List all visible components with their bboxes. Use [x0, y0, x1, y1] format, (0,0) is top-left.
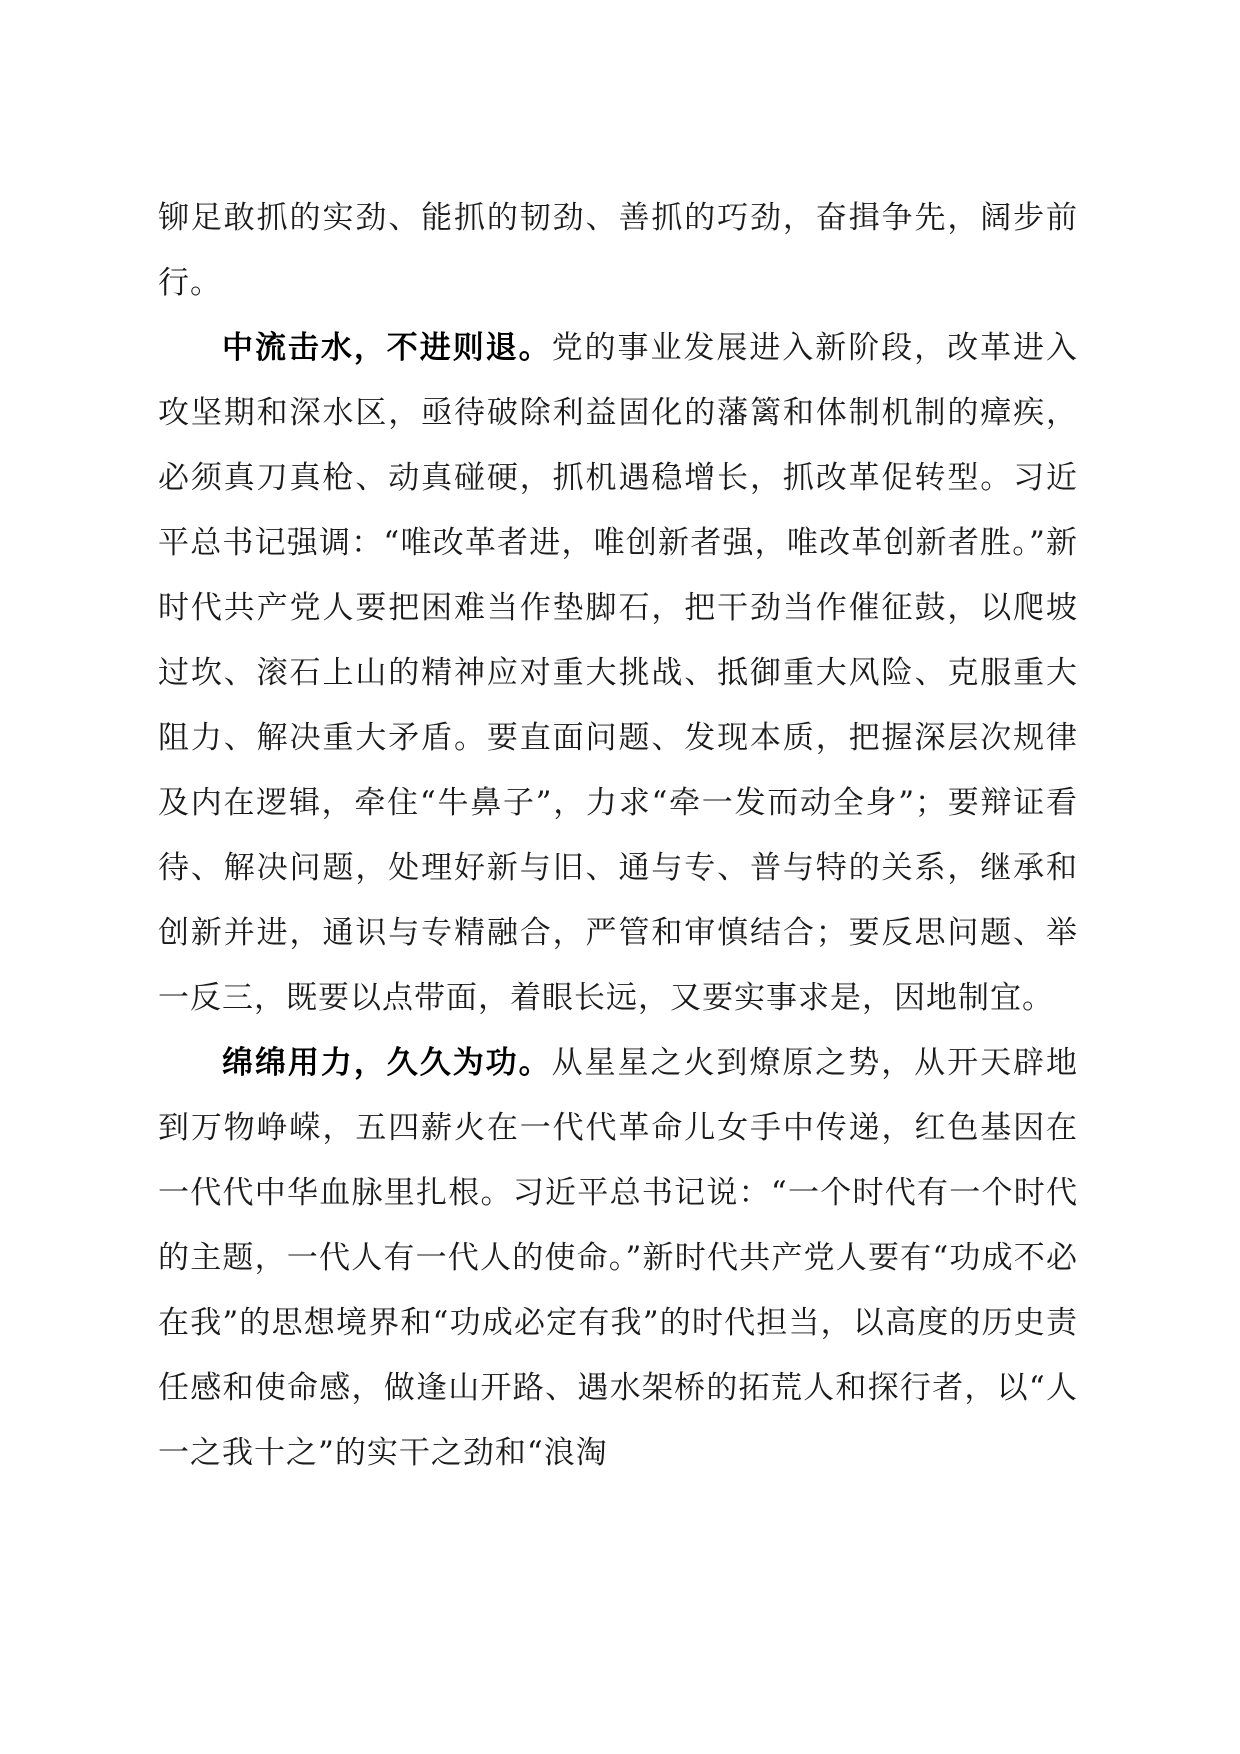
paragraph-text: 从星星之火到燎原之势，从开天辟地到万物峥嵘，五四薪火在一代代革命儿女手中传递，红色基因在一代代中华血脉里扎根。习近平总书记说：“一个时代有一个时代的主题，一代人有一代人的使命。”新时代共产党人要有“功成不必在我”的思想境界和“功成必定有我”的时代担当，以高度的历史责任感和使命感，做逢山开路、遇水架桥的拓荒人和探行者，以“人一之我十之”的实干之劲和“浪淘 — [158, 1045, 1079, 1471]
paragraph-text: 铆足敢抓的实劲、能抓的韧劲、善抓的巧劲，奋揖争先，阔步前行。 — [158, 200, 1078, 301]
paragraph-reform — [158, 316, 1078, 1031]
paragraph-continuation — [158, 186, 1078, 316]
paragraph-lead: 绵绵用力，久久为功。 — [222, 1045, 552, 1081]
document-body — [158, 186, 1078, 1486]
paragraph-lead: 中流击水，不进则退。 — [222, 330, 552, 366]
paragraph-persistence — [158, 1031, 1078, 1486]
paragraph-text: 党的事业发展进入新阶段，改革进入攻坚期和深水区，亟待破除利益固化的藩篱和体制机制的瘴疾，必须真刀真枪、动真碰硬，抓机遇稳增长，抓改革促转型。习近平总书记强调：“唯改革者进，唯创新者强，唯改革创新者胜。”新时代共产党人要把困难当作垫脚石，把干劲当作催征鼓，以爬坡过坎、滚石上山的精神应对重大挑战、抵御重大风险、克服重大阻力、解决重大矛盾。要直面问题、发现本质，把握深层次规律及内在逻辑，牵住“牛鼻子”，力求“牵一发而动全身”；要辩证看待、解决问题，处理好新与旧、通与专、普与特的关系，继承和创新并进，通识与专精融合，严管和审慎结合；要反思问题、举一反三，既要以点带面，着眼长远，又要实事求是，因地制宜。 — [158, 330, 1079, 1016]
